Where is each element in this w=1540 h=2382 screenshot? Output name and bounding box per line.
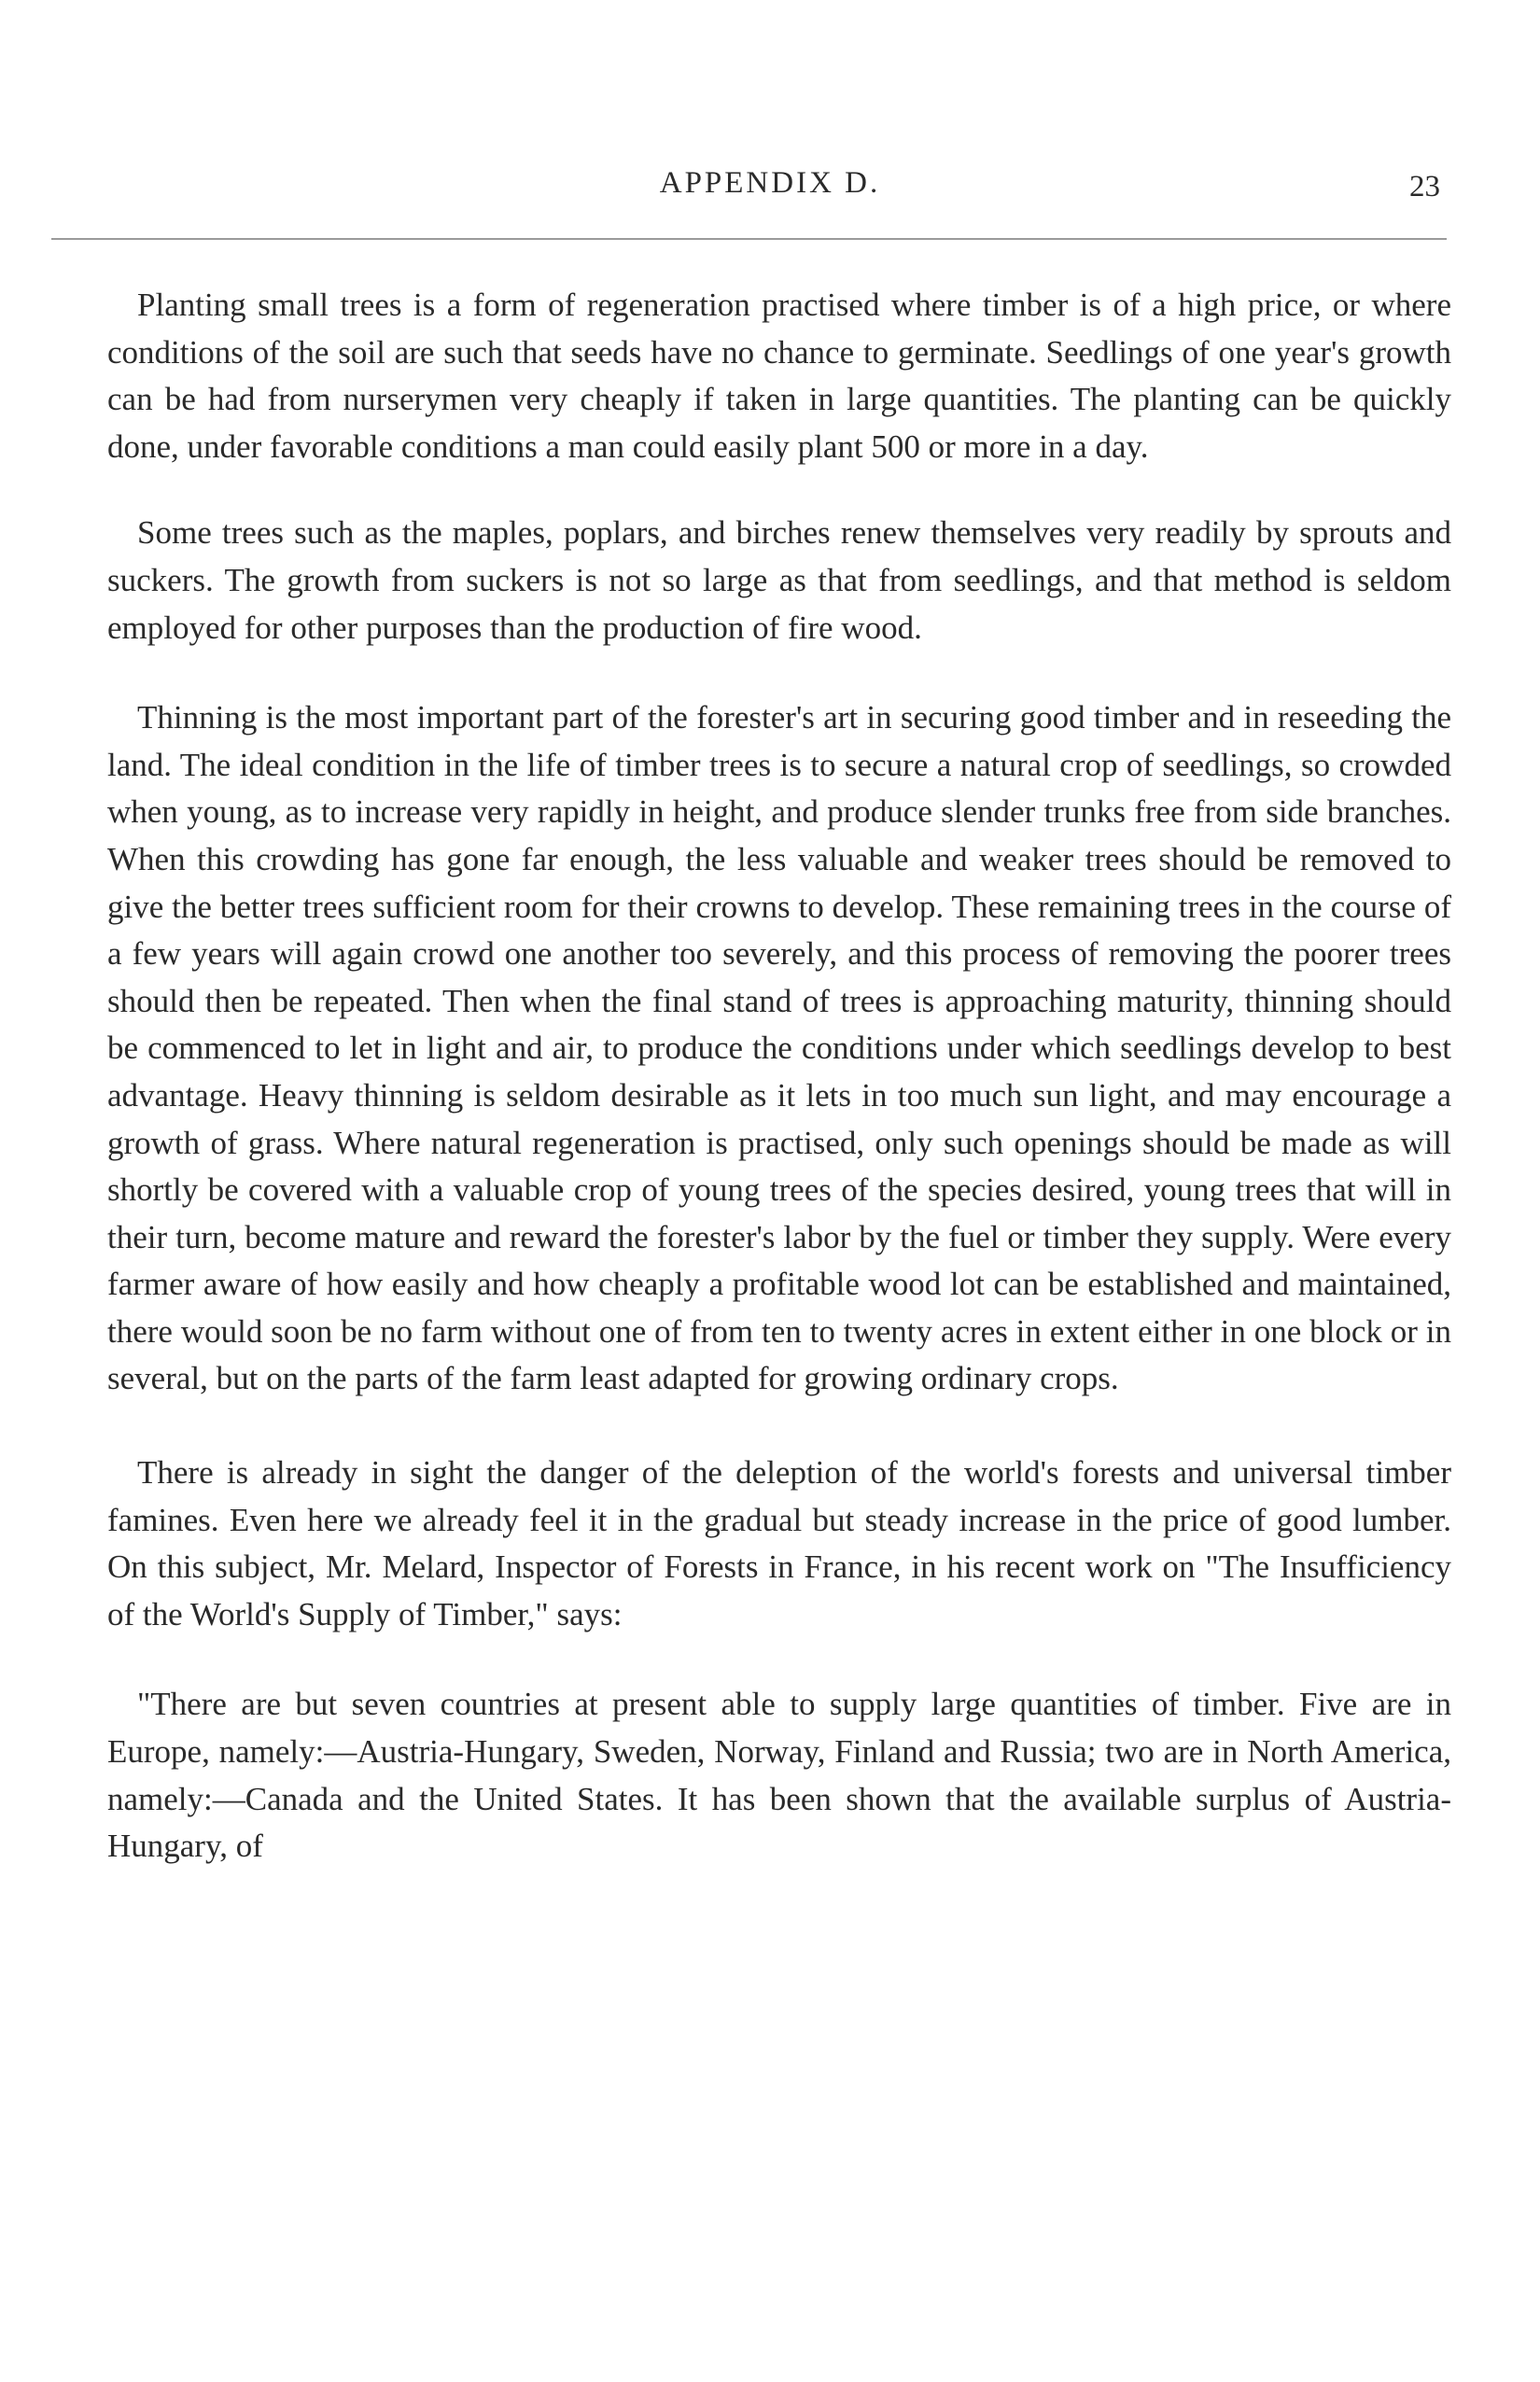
running-head-title: APPENDIX D.: [659, 166, 881, 200]
body-text: [107, 282, 1451, 1871]
page-number: 23: [1409, 170, 1440, 203]
paragraph-sprouts: Some trees such as the maples, poplars, and birches renew themselves very readily by sprouts and suckers. The growth from suckers is not so large as that from seedlings, and that method is seldom employed for other purposes than the production of fire wood.: [107, 514, 1451, 646]
paragraph-thinning: Thinning is the most important part of the forester's art in securing good timber and in reseeding the land. The ideal condition in the life of timber trees is to secure a natural crop of seedlings, so crowded when young, as to increase very rapidly in height, and produce slender trunks free from side branches. When this crowding has gone far enough, the less valuable and weaker trees should be removed to give the better trees sufficient room for their crowns to develop. These remaining trees in the course of a few years will again crowd one another too severely, and this process of removing the poorer trees should then be repeated. Then when the final stand of trees is approaching maturity, thinning should be commenced to let in light and air, to produce the conditions under which seedlings develop to best advantage. Heavy thinning is seldom desirable as it lets in too much sun light, and may encourage a growth of grass. Where natural regeneration is practised, only such openings should be made as will shortly be covered with a valuable crop of young trees of the species desired, young trees that will in their turn, become mature and reward the forester's labor by the fuel or timber they supply. Were every farmer aware of how easily and how cheaply a profitable wood lot can be established and maintained, there would soon be no farm without one of from ten to twenty acres in extent either in one block or in several, but on the parts of the farm least adapted for growing ordinary crops.: [107, 699, 1451, 1397]
running-head: [0, 166, 1540, 213]
header-rule: [51, 238, 1447, 240]
paragraph-planting: Planting small trees is a form of regeneration practised where timber is of a high price, or where conditions of the soil are such that seeds have no chance to germinate. Seedlings of one year's growth can be had from nurserymen very cheaply if taken in large quantities. The planting can be quickly done, under favorable conditions a man could easily plant 500 or more in a day.: [107, 287, 1451, 465]
paragraph-quotation: "There are but seven countries at present able to supply large quantities of timber. Five are in Europe, namely:—Austria-Hungary, Sweden, Norway, Finland and Russia; two are in North America, namely:—Canada and the United States. It has been shown that the available surplus of Austria-Hungary, of: [107, 1686, 1451, 1865]
paragraph-timber-famine: There is already in sight the danger of the deleption of the world's forests and universal timber famines. Even here we already feel it in the gradual but steady increase in the price of good lumber. On this subject, Mr. Melard, Inspector of Forests in France, in his recent work on "The Insufficiency of the World's Supply of Timber," says:: [107, 1454, 1451, 1632]
